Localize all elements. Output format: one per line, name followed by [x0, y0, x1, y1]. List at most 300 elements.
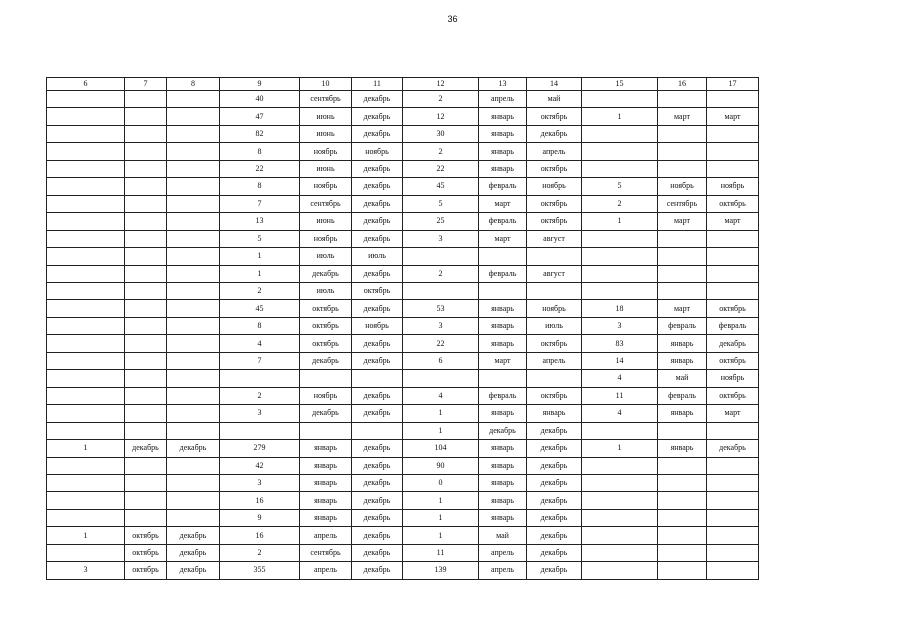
table-cell [658, 457, 707, 474]
column-header: 10 [300, 78, 352, 91]
table-row [47, 178, 759, 195]
table-cell: декабрь [352, 213, 403, 230]
table-cell [125, 405, 167, 422]
table-cell [167, 265, 220, 282]
table-cell: март [658, 300, 707, 317]
page-number: 36 [447, 14, 458, 24]
table-cell: август [527, 230, 582, 247]
column-header: 6 [47, 78, 125, 91]
table-cell [167, 195, 220, 212]
table-cell: 4 [582, 370, 658, 387]
table-cell: ноябрь [527, 300, 582, 317]
table-cell [47, 195, 125, 212]
table-cell: март [707, 213, 759, 230]
table-cell: март [658, 108, 707, 125]
table-cell [707, 509, 759, 526]
table-cell: май [479, 527, 527, 544]
table-cell [300, 370, 352, 387]
table-cell: январь [658, 352, 707, 369]
column-header: 12 [403, 78, 479, 91]
table-row [47, 492, 759, 509]
table-cell: январь [300, 457, 352, 474]
table-cell: декабрь [527, 492, 582, 509]
table-row [47, 474, 759, 491]
table-cell: апрель [479, 544, 527, 561]
table-cell: март [707, 108, 759, 125]
table-cell: декабрь [527, 562, 582, 579]
table-cell: декабрь [527, 422, 582, 439]
table-cell: 3 [403, 230, 479, 247]
table-cell: 6 [403, 352, 479, 369]
table-cell: октябрь [125, 544, 167, 561]
table-cell: март [658, 213, 707, 230]
table-row [47, 160, 759, 177]
table-cell [47, 265, 125, 282]
table-cell: ноябрь [527, 178, 582, 195]
table-cell: октябрь [527, 213, 582, 230]
table-cell [125, 230, 167, 247]
table-cell [47, 474, 125, 491]
table-cell: декабрь [527, 527, 582, 544]
table-cell [403, 370, 479, 387]
table-cell [403, 282, 479, 299]
table-cell [707, 125, 759, 142]
table-cell: октябрь [300, 317, 352, 334]
table-cell [527, 248, 582, 265]
table-cell: 3 [582, 317, 658, 334]
table-cell: ноябрь [300, 178, 352, 195]
table-cell: декабрь [352, 457, 403, 474]
table-cell [125, 300, 167, 317]
table-cell [125, 492, 167, 509]
table-cell [167, 492, 220, 509]
table-row [47, 91, 759, 108]
table-cell: декабрь [167, 562, 220, 579]
table-cell: январь [479, 125, 527, 142]
table-cell: 1 [403, 509, 479, 526]
table-cell [125, 370, 167, 387]
table-row [47, 509, 759, 526]
table-cell: 0 [403, 474, 479, 491]
table-cell [47, 422, 125, 439]
table-cell [125, 265, 167, 282]
table-cell: октябрь [707, 300, 759, 317]
table-cell: январь [479, 143, 527, 160]
table-cell: февраль [707, 317, 759, 334]
table-cell: 5 [582, 178, 658, 195]
table-cell: февраль [658, 387, 707, 404]
table-cell [47, 509, 125, 526]
table-cell: октябрь [527, 108, 582, 125]
table-cell [125, 178, 167, 195]
table-row [47, 213, 759, 230]
table-cell: 7 [220, 195, 300, 212]
table-cell [167, 160, 220, 177]
table-cell [707, 230, 759, 247]
table-row [47, 230, 759, 247]
table-cell [479, 282, 527, 299]
table-cell: 8 [220, 143, 300, 160]
table-cell: январь [479, 405, 527, 422]
table-cell: 2 [220, 387, 300, 404]
table-cell [582, 457, 658, 474]
table-cell: октябрь [125, 562, 167, 579]
table-cell [125, 457, 167, 474]
table-cell: 8 [220, 317, 300, 334]
table-cell: апрель [527, 352, 582, 369]
table-cell [582, 91, 658, 108]
table-cell [707, 143, 759, 160]
table-cell: декабрь [300, 265, 352, 282]
table-cell [658, 527, 707, 544]
table-cell: январь [479, 108, 527, 125]
table-cell [167, 178, 220, 195]
table-cell [167, 248, 220, 265]
table-cell: 5 [220, 230, 300, 247]
table-cell [167, 509, 220, 526]
table-cell: 16 [220, 527, 300, 544]
table-cell [707, 248, 759, 265]
table-cell: январь [479, 300, 527, 317]
table-cell: 2 [403, 143, 479, 160]
table-cell: 25 [403, 213, 479, 230]
table-cell: июль [300, 248, 352, 265]
table-row [47, 335, 759, 352]
table-cell [167, 300, 220, 317]
column-header: 7 [125, 78, 167, 91]
table-cell [582, 509, 658, 526]
table-cell: октябрь [707, 195, 759, 212]
table-cell: 83 [582, 335, 658, 352]
table-cell: 2 [220, 544, 300, 561]
table-cell [658, 125, 707, 142]
table-cell [167, 387, 220, 404]
table-cell: июнь [300, 108, 352, 125]
table-cell [47, 230, 125, 247]
table-cell: 45 [403, 178, 479, 195]
table-cell [582, 265, 658, 282]
table-cell: октябрь [300, 300, 352, 317]
table-cell: июль [300, 282, 352, 299]
table-cell: октябрь [125, 527, 167, 544]
table-cell: декабрь [352, 352, 403, 369]
table-cell: февраль [479, 387, 527, 404]
table-cell: 22 [220, 160, 300, 177]
table-cell [47, 282, 125, 299]
table-cell: ноябрь [300, 143, 352, 160]
table-cell: октябрь [527, 160, 582, 177]
table-cell: октябрь [300, 335, 352, 352]
table-cell: 4 [582, 405, 658, 422]
table-cell: сентябрь [658, 195, 707, 212]
table-cell: октябрь [527, 387, 582, 404]
table-cell: январь [300, 492, 352, 509]
table-cell: 3 [47, 562, 125, 579]
table-cell: декабрь [352, 509, 403, 526]
table-cell: 18 [582, 300, 658, 317]
table-cell: 1 [582, 213, 658, 230]
table-cell: январь [479, 317, 527, 334]
table-cell: 11 [403, 544, 479, 561]
table-cell: 12 [403, 108, 479, 125]
table-cell [582, 562, 658, 579]
table-cell: 2 [582, 195, 658, 212]
table-cell [527, 282, 582, 299]
column-header: 16 [658, 78, 707, 91]
table-cell: декабрь [707, 335, 759, 352]
table-cell [707, 282, 759, 299]
table-cell: 3 [220, 474, 300, 491]
table-cell: январь [479, 457, 527, 474]
table-cell: 3 [403, 317, 479, 334]
table-cell: декабрь [352, 108, 403, 125]
table-row [47, 440, 759, 457]
table-cell: декабрь [352, 387, 403, 404]
table-cell [47, 108, 125, 125]
table-cell: 279 [220, 440, 300, 457]
table-cell [582, 527, 658, 544]
table-cell [167, 457, 220, 474]
column-header: 8 [167, 78, 220, 91]
table-cell [167, 370, 220, 387]
table-cell [658, 248, 707, 265]
table-cell: 1 [582, 108, 658, 125]
table-cell: 139 [403, 562, 479, 579]
table-cell: октябрь [527, 335, 582, 352]
table-cell [47, 370, 125, 387]
table-cell [220, 370, 300, 387]
table-cell [125, 248, 167, 265]
table-cell: 53 [403, 300, 479, 317]
table-row [47, 562, 759, 579]
table-cell: 1 [47, 527, 125, 544]
table-cell: март [707, 405, 759, 422]
table-cell [707, 91, 759, 108]
table-cell [47, 544, 125, 561]
table-cell: октябрь [707, 352, 759, 369]
table-cell: 3 [220, 405, 300, 422]
table-cell: март [479, 195, 527, 212]
table-cell: декабрь [167, 544, 220, 561]
table-row [47, 457, 759, 474]
table-cell: 45 [220, 300, 300, 317]
table-cell: 42 [220, 457, 300, 474]
table-cell: 14 [582, 352, 658, 369]
table-cell: декабрь [352, 492, 403, 509]
table-cell: 104 [403, 440, 479, 457]
table-cell [167, 474, 220, 491]
table-cell [582, 474, 658, 491]
table-cell: декабрь [527, 544, 582, 561]
table-cell [47, 160, 125, 177]
table-cell: декабрь [527, 474, 582, 491]
table-cell: 1 [220, 248, 300, 265]
table-cell: 13 [220, 213, 300, 230]
table-cell [658, 91, 707, 108]
table-cell: декабрь [352, 440, 403, 457]
table-cell: декабрь [527, 125, 582, 142]
table-cell: февраль [658, 317, 707, 334]
table-cell: июнь [300, 125, 352, 142]
table-cell: ноябрь [352, 317, 403, 334]
table-row [47, 300, 759, 317]
table-cell: май [527, 91, 582, 108]
table-cell: 1 [220, 265, 300, 282]
table-cell [47, 492, 125, 509]
table-row [47, 143, 759, 160]
table-cell [125, 143, 167, 160]
table-cell [582, 422, 658, 439]
table-cell: январь [479, 160, 527, 177]
table-row [47, 370, 759, 387]
table-cell [707, 474, 759, 491]
table-cell [125, 91, 167, 108]
table-cell: январь [658, 405, 707, 422]
table-cell: декабрь [352, 544, 403, 561]
table-cell [582, 125, 658, 142]
table-cell [707, 422, 759, 439]
table-cell [658, 230, 707, 247]
table-cell: январь [658, 440, 707, 457]
table-cell: 90 [403, 457, 479, 474]
table-row [47, 405, 759, 422]
table-cell [707, 527, 759, 544]
table-cell: 4 [220, 335, 300, 352]
table-cell: декабрь [479, 422, 527, 439]
table-cell [479, 248, 527, 265]
table-cell: 1 [582, 440, 658, 457]
table-cell [125, 195, 167, 212]
table-row [47, 195, 759, 212]
table-cell: декабрь [352, 195, 403, 212]
table-cell [352, 422, 403, 439]
table-cell: ноябрь [300, 387, 352, 404]
table-row [47, 422, 759, 439]
table-cell: январь [527, 405, 582, 422]
table-cell: декабрь [352, 160, 403, 177]
table-cell [658, 474, 707, 491]
table-cell [125, 213, 167, 230]
table-cell [582, 282, 658, 299]
table-cell [527, 370, 582, 387]
table-row [47, 282, 759, 299]
table-cell: декабрь [352, 335, 403, 352]
column-header: 9 [220, 78, 300, 91]
table-cell: январь [300, 509, 352, 526]
table-cell: декабрь [167, 527, 220, 544]
table-cell: 355 [220, 562, 300, 579]
table-cell: январь [479, 492, 527, 509]
table-body [47, 91, 759, 580]
table-cell [167, 335, 220, 352]
table-cell: январь [300, 474, 352, 491]
table-cell: декабрь [527, 509, 582, 526]
table-cell: 2 [220, 282, 300, 299]
table-cell [47, 317, 125, 334]
table-cell: январь [479, 509, 527, 526]
table-cell: декабрь [352, 91, 403, 108]
table-cell [658, 160, 707, 177]
table-cell [167, 422, 220, 439]
table-cell: февраль [479, 265, 527, 282]
table-cell: ноябрь [300, 230, 352, 247]
table-cell: 1 [403, 405, 479, 422]
table-cell: ноябрь [352, 143, 403, 160]
table-cell: 2 [403, 91, 479, 108]
table-cell [658, 265, 707, 282]
table-cell: январь [658, 335, 707, 352]
table-cell [658, 492, 707, 509]
table-cell [47, 248, 125, 265]
table-row [47, 352, 759, 369]
table-cell [707, 265, 759, 282]
table-cell: декабрь [527, 457, 582, 474]
table-cell: декабрь [352, 300, 403, 317]
table-cell: январь [479, 474, 527, 491]
table-cell [47, 125, 125, 142]
table-cell: 40 [220, 91, 300, 108]
table-cell: 22 [403, 335, 479, 352]
table-row [47, 265, 759, 282]
table-cell: ноябрь [658, 178, 707, 195]
table-cell [125, 387, 167, 404]
table-cell: февраль [479, 213, 527, 230]
table-cell: март [479, 352, 527, 369]
table-cell: декабрь [527, 440, 582, 457]
table-cell [658, 562, 707, 579]
table-cell [582, 248, 658, 265]
table-cell [167, 125, 220, 142]
table-cell [220, 422, 300, 439]
table-cell [47, 178, 125, 195]
data-table [46, 77, 759, 580]
table-cell: март [479, 230, 527, 247]
table-row [47, 125, 759, 142]
table-cell: 8 [220, 178, 300, 195]
table-cell: декабрь [352, 230, 403, 247]
table-cell: 16 [220, 492, 300, 509]
table-cell: апрель [479, 91, 527, 108]
table-cell [167, 405, 220, 422]
table-cell [125, 160, 167, 177]
table-cell: апрель [479, 562, 527, 579]
table-cell [47, 387, 125, 404]
table-cell: август [527, 265, 582, 282]
table-cell: июнь [300, 160, 352, 177]
table-cell: июль [352, 248, 403, 265]
table-cell [582, 160, 658, 177]
table-cell: 11 [582, 387, 658, 404]
table-cell: декабрь [352, 125, 403, 142]
table-row [47, 108, 759, 125]
column-header: 14 [527, 78, 582, 91]
table-cell [125, 352, 167, 369]
table-cell: декабрь [352, 562, 403, 579]
table-row [47, 387, 759, 404]
table-cell [658, 509, 707, 526]
table-cell: 22 [403, 160, 479, 177]
table-cell: декабрь [125, 440, 167, 457]
table-cell [707, 562, 759, 579]
table-cell: январь [479, 440, 527, 457]
table-cell: 47 [220, 108, 300, 125]
table-cell: сентябрь [300, 91, 352, 108]
table-cell [582, 143, 658, 160]
table-cell: февраль [479, 178, 527, 195]
table-cell: 30 [403, 125, 479, 142]
column-header: 17 [707, 78, 759, 91]
table-cell [707, 492, 759, 509]
